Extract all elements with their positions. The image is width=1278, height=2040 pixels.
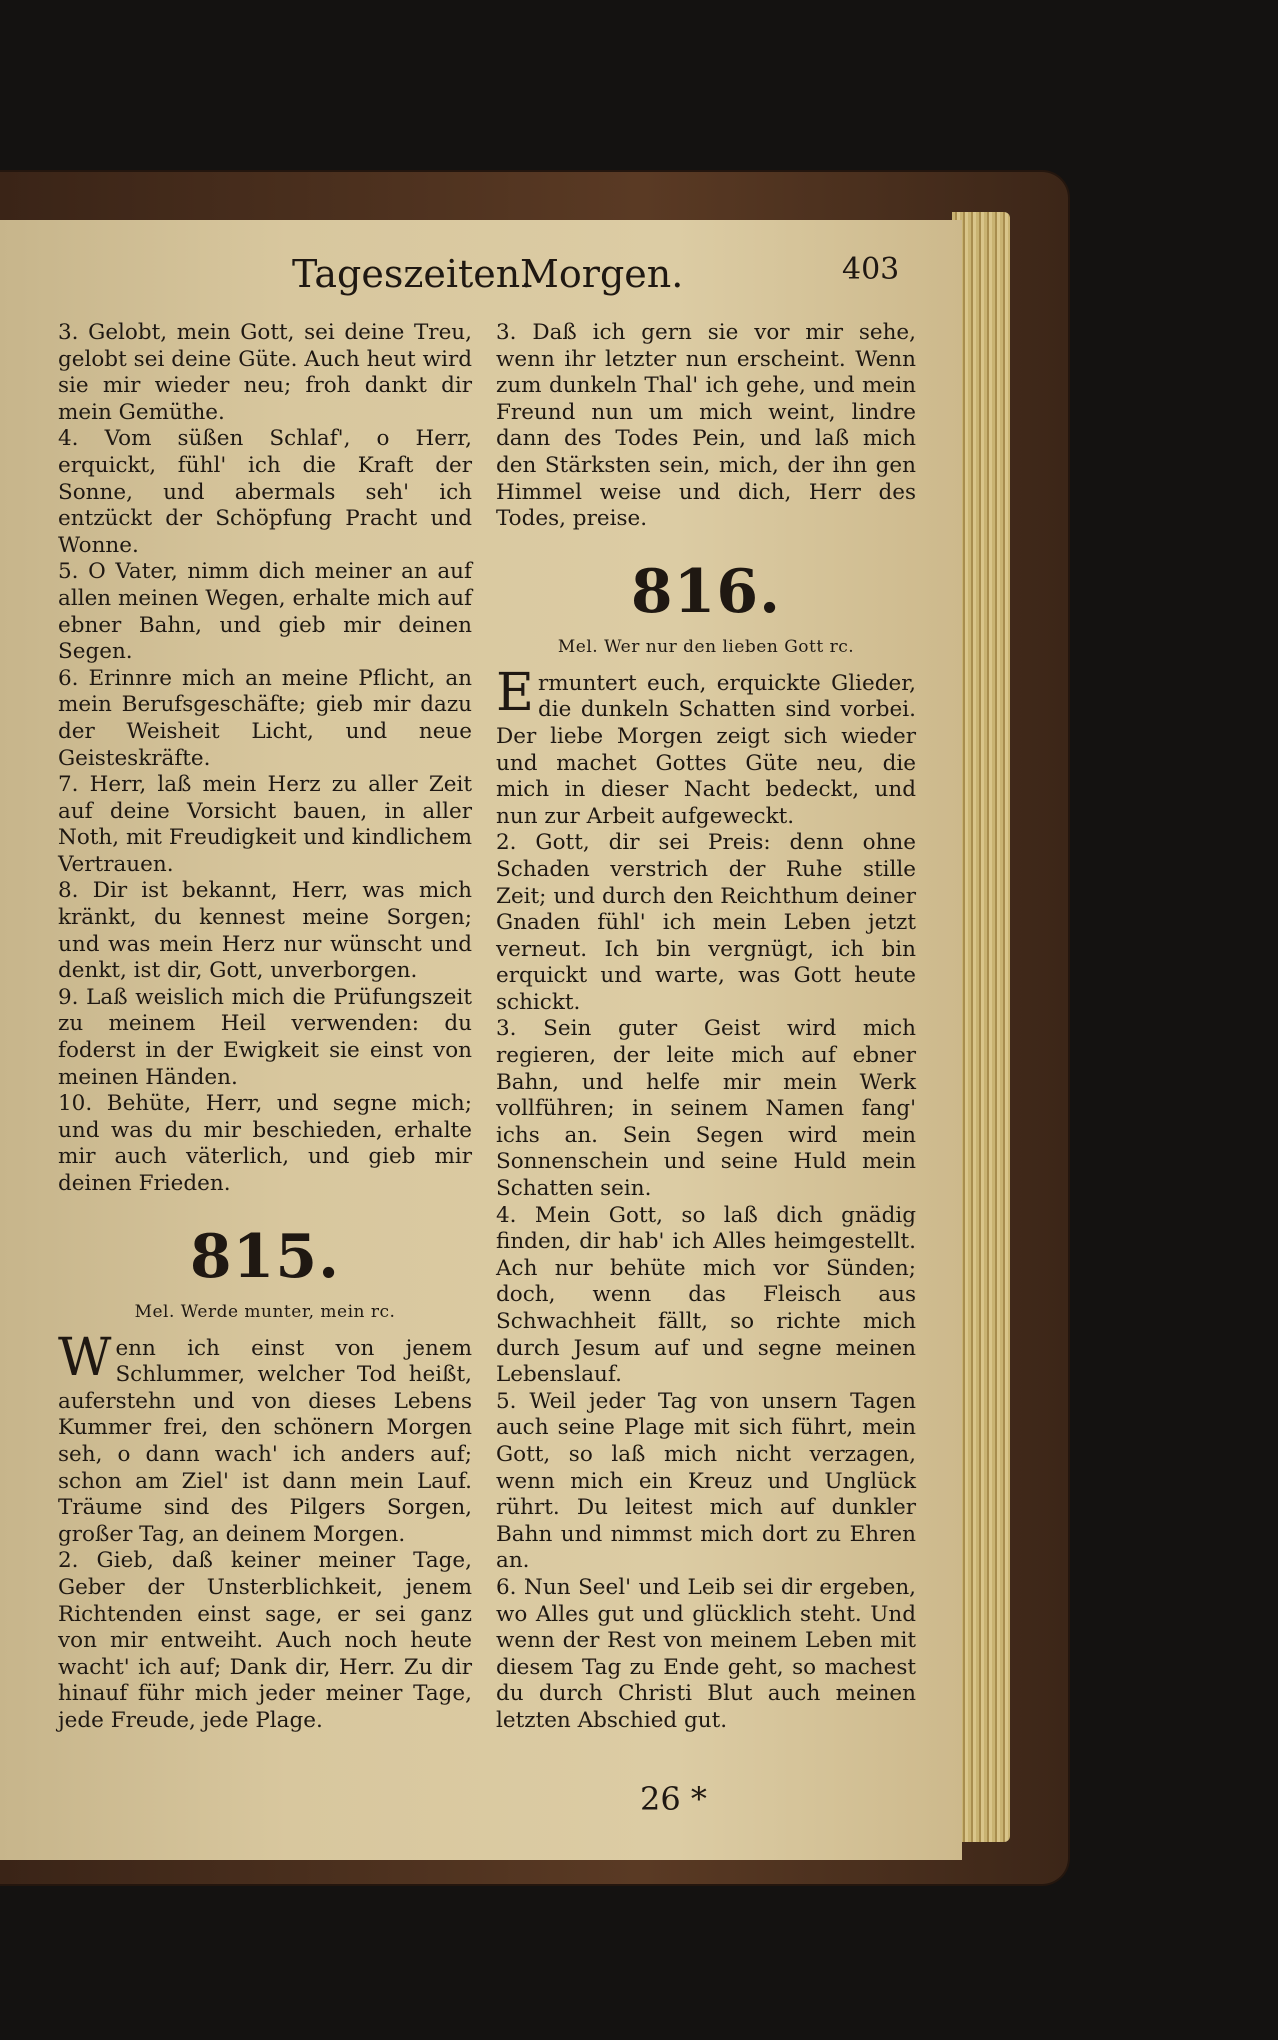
verse: 4. Mein Gott, so laß dich gnädig finden, dir hab' ich Alles heimgestellt. Ach nur behüte mich vor Sünden; doch, wenn das Fleisch aus Schwachheit fällt, so richte mich durch Jesum auf und segne meinen Lebenslauf.: [496, 1202, 916, 1388]
verse: 3. Daß ich gern sie vor mir sehe, wenn ihr letzter nun erscheint. Wenn zum dunkeln Thal' ich gehe, und mein Freund nun um mich weint, lindre dann des Todes Pein, und laß mich den Stärksten sein, mich, der ihn gen Himmel weise und dich, Herr des Todes, preise.: [496, 320, 916, 532]
verse: 6. Erinnre mich an meine Pflicht, an mein Berufsgeschäfte; gieb mir dazu der Weisheit Licht, und neue Geisteskräfte.: [58, 665, 472, 771]
melody-line: Mel. Werde munter, mein rc.: [134, 1301, 396, 1322]
verse: 7. Herr, laß mein Herz zu aller Zeit auf deine Vorsicht bauen, in aller Noth, mit Freudigkeit und kindlichem Vertrauen.: [58, 772, 472, 877]
hymn-number: 815.: [189, 1221, 341, 1292]
verse: 8. Dir ist bekannt, Herr, was mich kränkt, du kennest meine Sorgen; und was mein Herz nur wünscht und denkt, ist dir, Gott, unverborgen.: [58, 878, 472, 984]
right-column: [496, 320, 916, 1735]
hymn-first-verse: [58, 1327, 472, 1549]
verse: 6. Nun Seel' und Leib sei dir ergeben, wo Alles gut und glücklich steht. Und wenn der Rest von meinem Leben mit diesem Tag zu Ende geht, so machest du durch Christi Blut auch meinen letzten Abschied gut.: [496, 1574, 916, 1733]
page-number: 403: [842, 252, 900, 287]
drop-cap: W: [58, 1327, 112, 1388]
verse: 9. Laß weislich mich die Prüfungszeit zu meinem Heil verwenden: du foderst in der Ewigkeit sie einst von meinen Händen.: [58, 984, 472, 1090]
verse-text: enn ich einst von jenem Schlummer, welcher Tod heißt, auferstehn und von dieses Lebens Kummer frei, den schönern Morgen seh, o dann wach' ich anders auf; schon am Ziel' ist dann mein Lauf. Träume sind des Pilgers Sorgen, großer Tag, an deinem Morgen.: [58, 1335, 472, 1547]
running-header: [0, 252, 962, 302]
book-page: [0, 220, 962, 1860]
hymn-first-verse: [496, 662, 916, 831]
header-left-title: Tageszeiten.: [292, 252, 533, 296]
verse-text: rmuntert euch, erquickte Glieder, die dunkeln Schatten sind vorbei. Der liebe Morgen zeigt sich wieder und machet Gottes Güte neu, die mich in dieser Nacht bedeckt, und nun zur Arbeit aufgeweckt.: [496, 670, 916, 829]
verse: 5. Weil jeder Tag von unsern Tagen auch seine Plage mit sich führt, mein Gott, so laß mich nicht verzagen, wenn mich ein Kreuz und Unglück rührt. Du leitest mich auf dunkler Bahn und nimmst mich dort zu Ehren an.: [496, 1388, 916, 1574]
hymn-number: 816.: [630, 556, 782, 627]
verse: 4. Vom süßen Schlaf', o Herr, erquickt, fühl' ich die Kraft der Sonne, und abermals seh' ich entzückt der Schöpfung Pracht und Wonne.: [58, 426, 472, 558]
verse: 3. Gelobt, mein Gott, sei deine Treu, gelobt sei deine Güte. Auch heut wird sie mir wieder neu; froh dankt dir mein Gemüthe.: [58, 320, 472, 425]
verse: 3. Sein guter Geist wird mich regieren, der leite mich auf ebner Bahn, und helfe mir mein Werk vollführen; in seinem Namen fang' ichs an. Sein Segen wird mein Sonnenschein und seine Huld mein Schatten sein.: [496, 1016, 916, 1202]
left-column: [58, 320, 472, 1735]
verse: 10. Behüte, Herr, und segne mich; und was du mir beschieden, erhalte mir auch väterlich, und gieb mir deinen Frieden.: [58, 1091, 472, 1196]
verse: 2. Gott, dir sei Preis: denn ohne Schaden verstrich der Ruhe stille Zeit; und durch den Reichthum deiner Gnaden fühl' ich mein Leben jetzt verneut. Ich bin vergnügt, ich bin erquickt und warte, was Gott heute schickt.: [496, 830, 916, 1015]
signature-mark: 26 *: [640, 1780, 707, 1818]
drop-cap: E: [496, 662, 534, 723]
melody-line: Mel. Wer nur den lieben Gott rc.: [557, 636, 855, 657]
verse: 5. O Vater, nimm dich meiner an auf allen meinen Wegen, erhalte mich auf ebner Bahn, und gieb mir deinen Segen.: [58, 559, 472, 665]
verse: 2. Gieb, daß keiner meiner Tage, Geber der Unsterblichkeit, jenem Richtenden einst sage, er sei ganz von mir entweiht. Auch noch heute wacht' ich auf; Dank dir, Herr. Zu dir hinauf führ mich jeder meiner Tage, jede Freude, jede Plage.: [58, 1548, 472, 1733]
header-right-title: Morgen.: [520, 252, 684, 296]
